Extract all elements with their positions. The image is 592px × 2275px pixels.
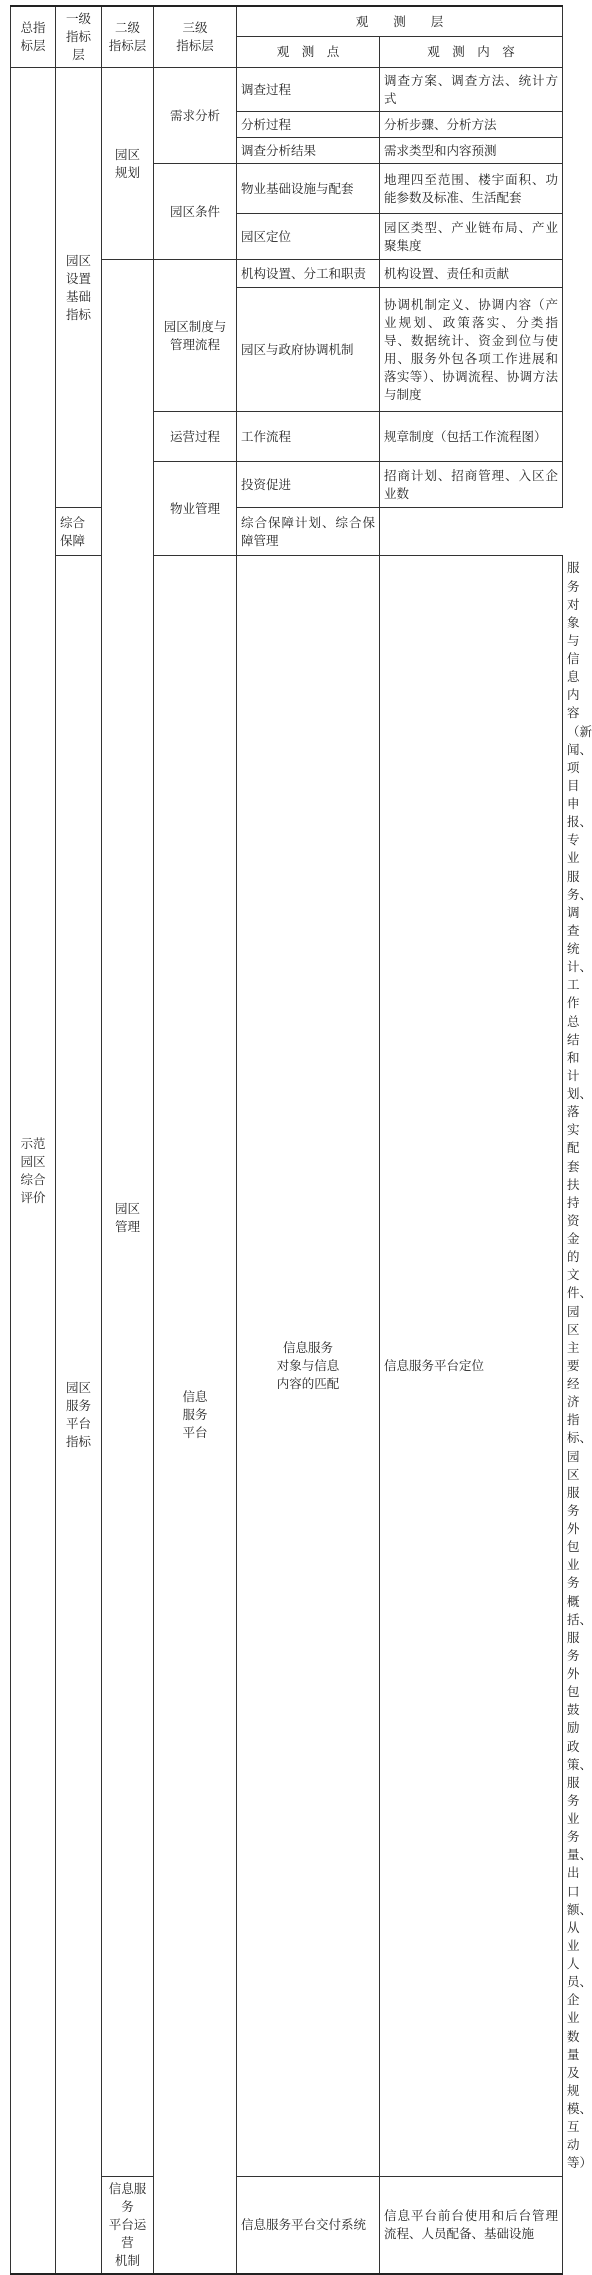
header-level-1: 一级 指标层 bbox=[56, 6, 102, 68]
level3-operation-process: 运营过程 bbox=[154, 412, 237, 462]
observation-point: 信息服务平台交付系统 bbox=[237, 2176, 380, 2274]
level3-info-matching: 信息服务 对象与信息 内容的匹配 bbox=[237, 556, 380, 2176]
observation-point: 调查过程 bbox=[237, 68, 380, 112]
observation-point: 机构设置、分工和职责 bbox=[237, 260, 380, 288]
observation-content: 规章制度（包括工作流程图） bbox=[380, 412, 563, 462]
observation-content: 协调机制定义、协调内容（产业规划、政策落实、分类指导、数据统计、资金到位与使用、服务外包各项工作进展和落实等）、协调流程、协调方法与制度 bbox=[380, 288, 563, 412]
level2-park-planning: 园区 规划 bbox=[102, 68, 154, 260]
observation-content: 园区类型、产业链布局、产业聚集度 bbox=[380, 214, 563, 260]
observation-point: 园区定位 bbox=[237, 214, 380, 260]
level2-park-management: 园区 管理 bbox=[102, 260, 154, 2176]
level3-park-conditions: 园区条件 bbox=[154, 164, 237, 260]
observation-content: 需求类型和内容预测 bbox=[380, 138, 563, 164]
level3-demand-analysis: 需求分析 bbox=[154, 68, 237, 164]
level3-property-management: 物业管理 bbox=[154, 462, 237, 556]
observation-point: 调查分析结果 bbox=[237, 138, 380, 164]
observation-point: 物业基础设施与配套 bbox=[237, 164, 380, 214]
header-observation-group: 观 测 层 bbox=[237, 6, 563, 37]
observation-point: 园区与政府协调机制 bbox=[237, 288, 380, 412]
observation-point: 综合保障 bbox=[56, 508, 102, 556]
header-total-level: 总指 标层 bbox=[11, 6, 56, 68]
header-observation-point: 观 测 点 bbox=[237, 37, 380, 68]
header-level-2: 二级 指标层 bbox=[102, 6, 154, 68]
observation-point: 分析过程 bbox=[237, 112, 380, 138]
observation-content: 分析步骤、分析方法 bbox=[380, 112, 563, 138]
header-observation-content: 观 测 内 容 bbox=[380, 37, 563, 68]
level2-info-service-platform: 信息 服务 平台 bbox=[154, 556, 237, 2274]
observation-point: 工作流程 bbox=[237, 412, 380, 462]
level1-park-basics: 园区 设置 基础 指标 bbox=[56, 68, 102, 508]
observation-point: 投资促进 bbox=[237, 462, 380, 508]
level3-system-and-process: 园区制度与 管理流程 bbox=[154, 260, 237, 412]
level1-service-platform: 园区 服务 平台 指标 bbox=[56, 556, 102, 2274]
indicator-table: 总指 标层 一级 指标层 二级 指标层 三级 指标层 观 测 层 观 测 点 观 测 内 容 示范 园区 综合 评价 园区 设置 基础 指标 园区 规划 需求分析 调查过程 调查方案、调查方法、统计方式 分析过程 分析步骤、分析方法 调查分析结果 需求类型和内容预测 园区条件 物业基础设施与配套 地理四至范围、楼宇面积、功能参数及标准、生活配套 园区定位 园区类型、产业链布局、产业聚集度 园区 管理 园区制度与 管理流程 机构设置、分工和职责 机构设置、责任和贡献 园区与政府协调机制 协调机制定义、协调内容（产业规划、政策落实、分类指导、数据统计、资金到位与使用、服务外包各项工作进展和落实等）、协调流程、协调方法与制度 运营过程 工作流程 规章制度（包括工作流程图） 物业管理 投资促进 招商计划、招商管理、入区企业数 综合保障 综合保障计划、综合保障管理 园区 服务 平台 指标 信息 服务 平台 信息服务 对象与信息 内容的匹配 信息服务平台定位 服务对象与信息内容（新闻、项目申报、专业服务、调查统计、工作总结和计划、落实配套扶持资金的文件、园区主要经济指标、园区服务外包业务概括、服务外包鼓励政策、服务业务量、出口额、从业人员、企业数量及规模、互动等） 信息服务 平台运营 机制 信息服务平台交付系统 信息平台前台使用和后台管理流程、人员配备、基础设施 bbox=[10, 5, 563, 2275]
level3-platform-operation: 信息服务 平台运营 机制 bbox=[102, 2176, 154, 2274]
observation-point: 信息服务平台定位 bbox=[380, 556, 563, 2176]
observation-content: 综合保障计划、综合保障管理 bbox=[237, 508, 380, 556]
total-level-cell: 示范 园区 综合 评价 bbox=[11, 68, 56, 2274]
observation-content: 信息平台前台使用和后台管理流程、人员配备、基础设施 bbox=[380, 2176, 563, 2274]
observation-content: 招商计划、招商管理、入区企业数 bbox=[380, 462, 563, 508]
header-level-3: 三级 指标层 bbox=[154, 6, 237, 68]
observation-content: 调查方案、调查方法、统计方式 bbox=[380, 68, 563, 112]
observation-content: 地理四至范围、楼宇面积、功能参数及标准、生活配套 bbox=[380, 164, 563, 214]
observation-content: 机构设置、责任和贡献 bbox=[380, 260, 563, 288]
